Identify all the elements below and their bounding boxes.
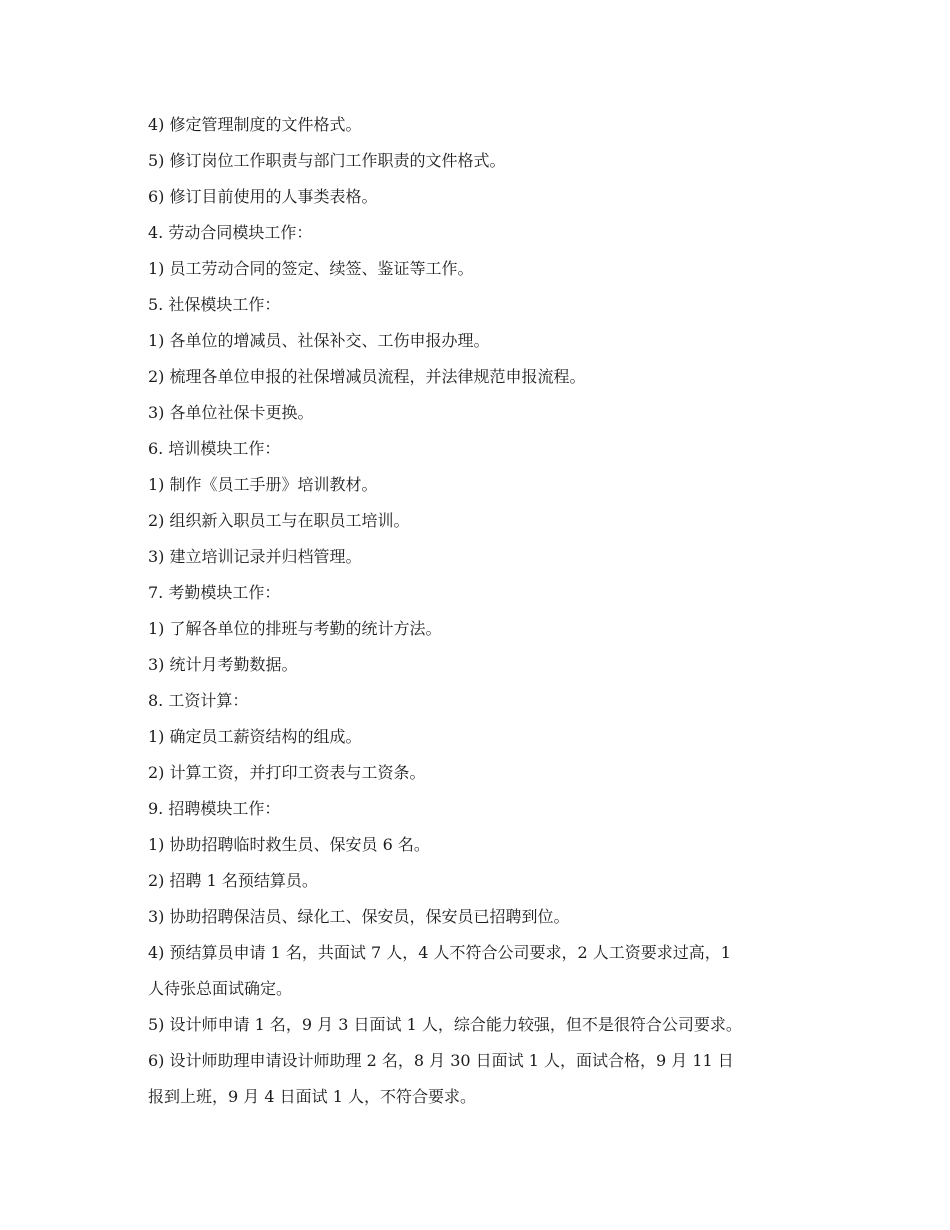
- section-heading: 5. 社保模块工作：: [148, 295, 281, 314]
- section-heading: 7. 考勤模块工作：: [148, 583, 281, 602]
- text-line: 2) 组织新入职员工与在职员工培训。: [148, 511, 410, 530]
- section-heading: 8. 工资计算：: [148, 691, 249, 710]
- section-heading: 9. 招聘模块工作：: [148, 799, 281, 818]
- text-line: 1) 协助招聘临时救生员、保安员 6 名。: [148, 835, 430, 854]
- text-line-continuation: 报到上班，9 月 4 日面试 1 人，不符合要求。: [148, 1087, 476, 1106]
- text-line: 1) 了解各单位的排班与考勤的统计方法。: [148, 619, 442, 638]
- text-line: 3) 统计月考勤数据。: [148, 655, 298, 674]
- text-line: 4) 预结算员申请 1 名，共面试 7 人，4 人不符合公司要求，2 人工资要求过高，1: [148, 943, 731, 962]
- text-line: 3) 建立培训记录并归档管理。: [148, 547, 362, 566]
- text-line: 5) 设计师申请 1 名，9 月 3 日面试 1 人，综合能力较强，但不是很符合公司要求。: [148, 1015, 742, 1034]
- text-line-continuation: 人待张总面试确定。: [148, 979, 293, 998]
- text-line: 1) 员工劳动合同的签定、续签、鉴证等工作。: [148, 259, 474, 278]
- section-heading: 6. 培训模块工作：: [148, 439, 281, 458]
- text-line: 4) 修定管理制度的文件格式。: [148, 115, 362, 134]
- text-line: 1) 制作《员工手册》培训教材。: [148, 475, 378, 494]
- text-line: 2) 梳理各单位申报的社保增减员流程，并法律规范申报流程。: [148, 367, 586, 386]
- text-line: 3) 协助招聘保洁员、绿化工、保安员，保安员已招聘到位。: [148, 907, 570, 926]
- text-line: 1) 确定员工薪资结构的组成。: [148, 727, 362, 746]
- text-line: 2) 招聘 1 名预结算员。: [148, 871, 318, 890]
- document-body: [148, 107, 813, 1115]
- text-line: 3) 各单位社保卡更换。: [148, 403, 314, 422]
- text-line: 1) 各单位的增减员、社保补交、工伤申报办理。: [148, 331, 490, 350]
- text-line: 6) 设计师助理申请设计师助理 2 名，8 月 30 日面试 1 人，面试合格，9 月 11 日: [148, 1051, 734, 1070]
- text-line: 5) 修订岗位工作职责与部门工作职责的文件格式。: [148, 151, 506, 170]
- section-heading: 4. 劳动合同模块工作：: [148, 223, 313, 242]
- text-line: 2) 计算工资，并打印工资表与工资条。: [148, 763, 426, 782]
- text-line: 6) 修订目前使用的人事类表格。: [148, 187, 378, 206]
